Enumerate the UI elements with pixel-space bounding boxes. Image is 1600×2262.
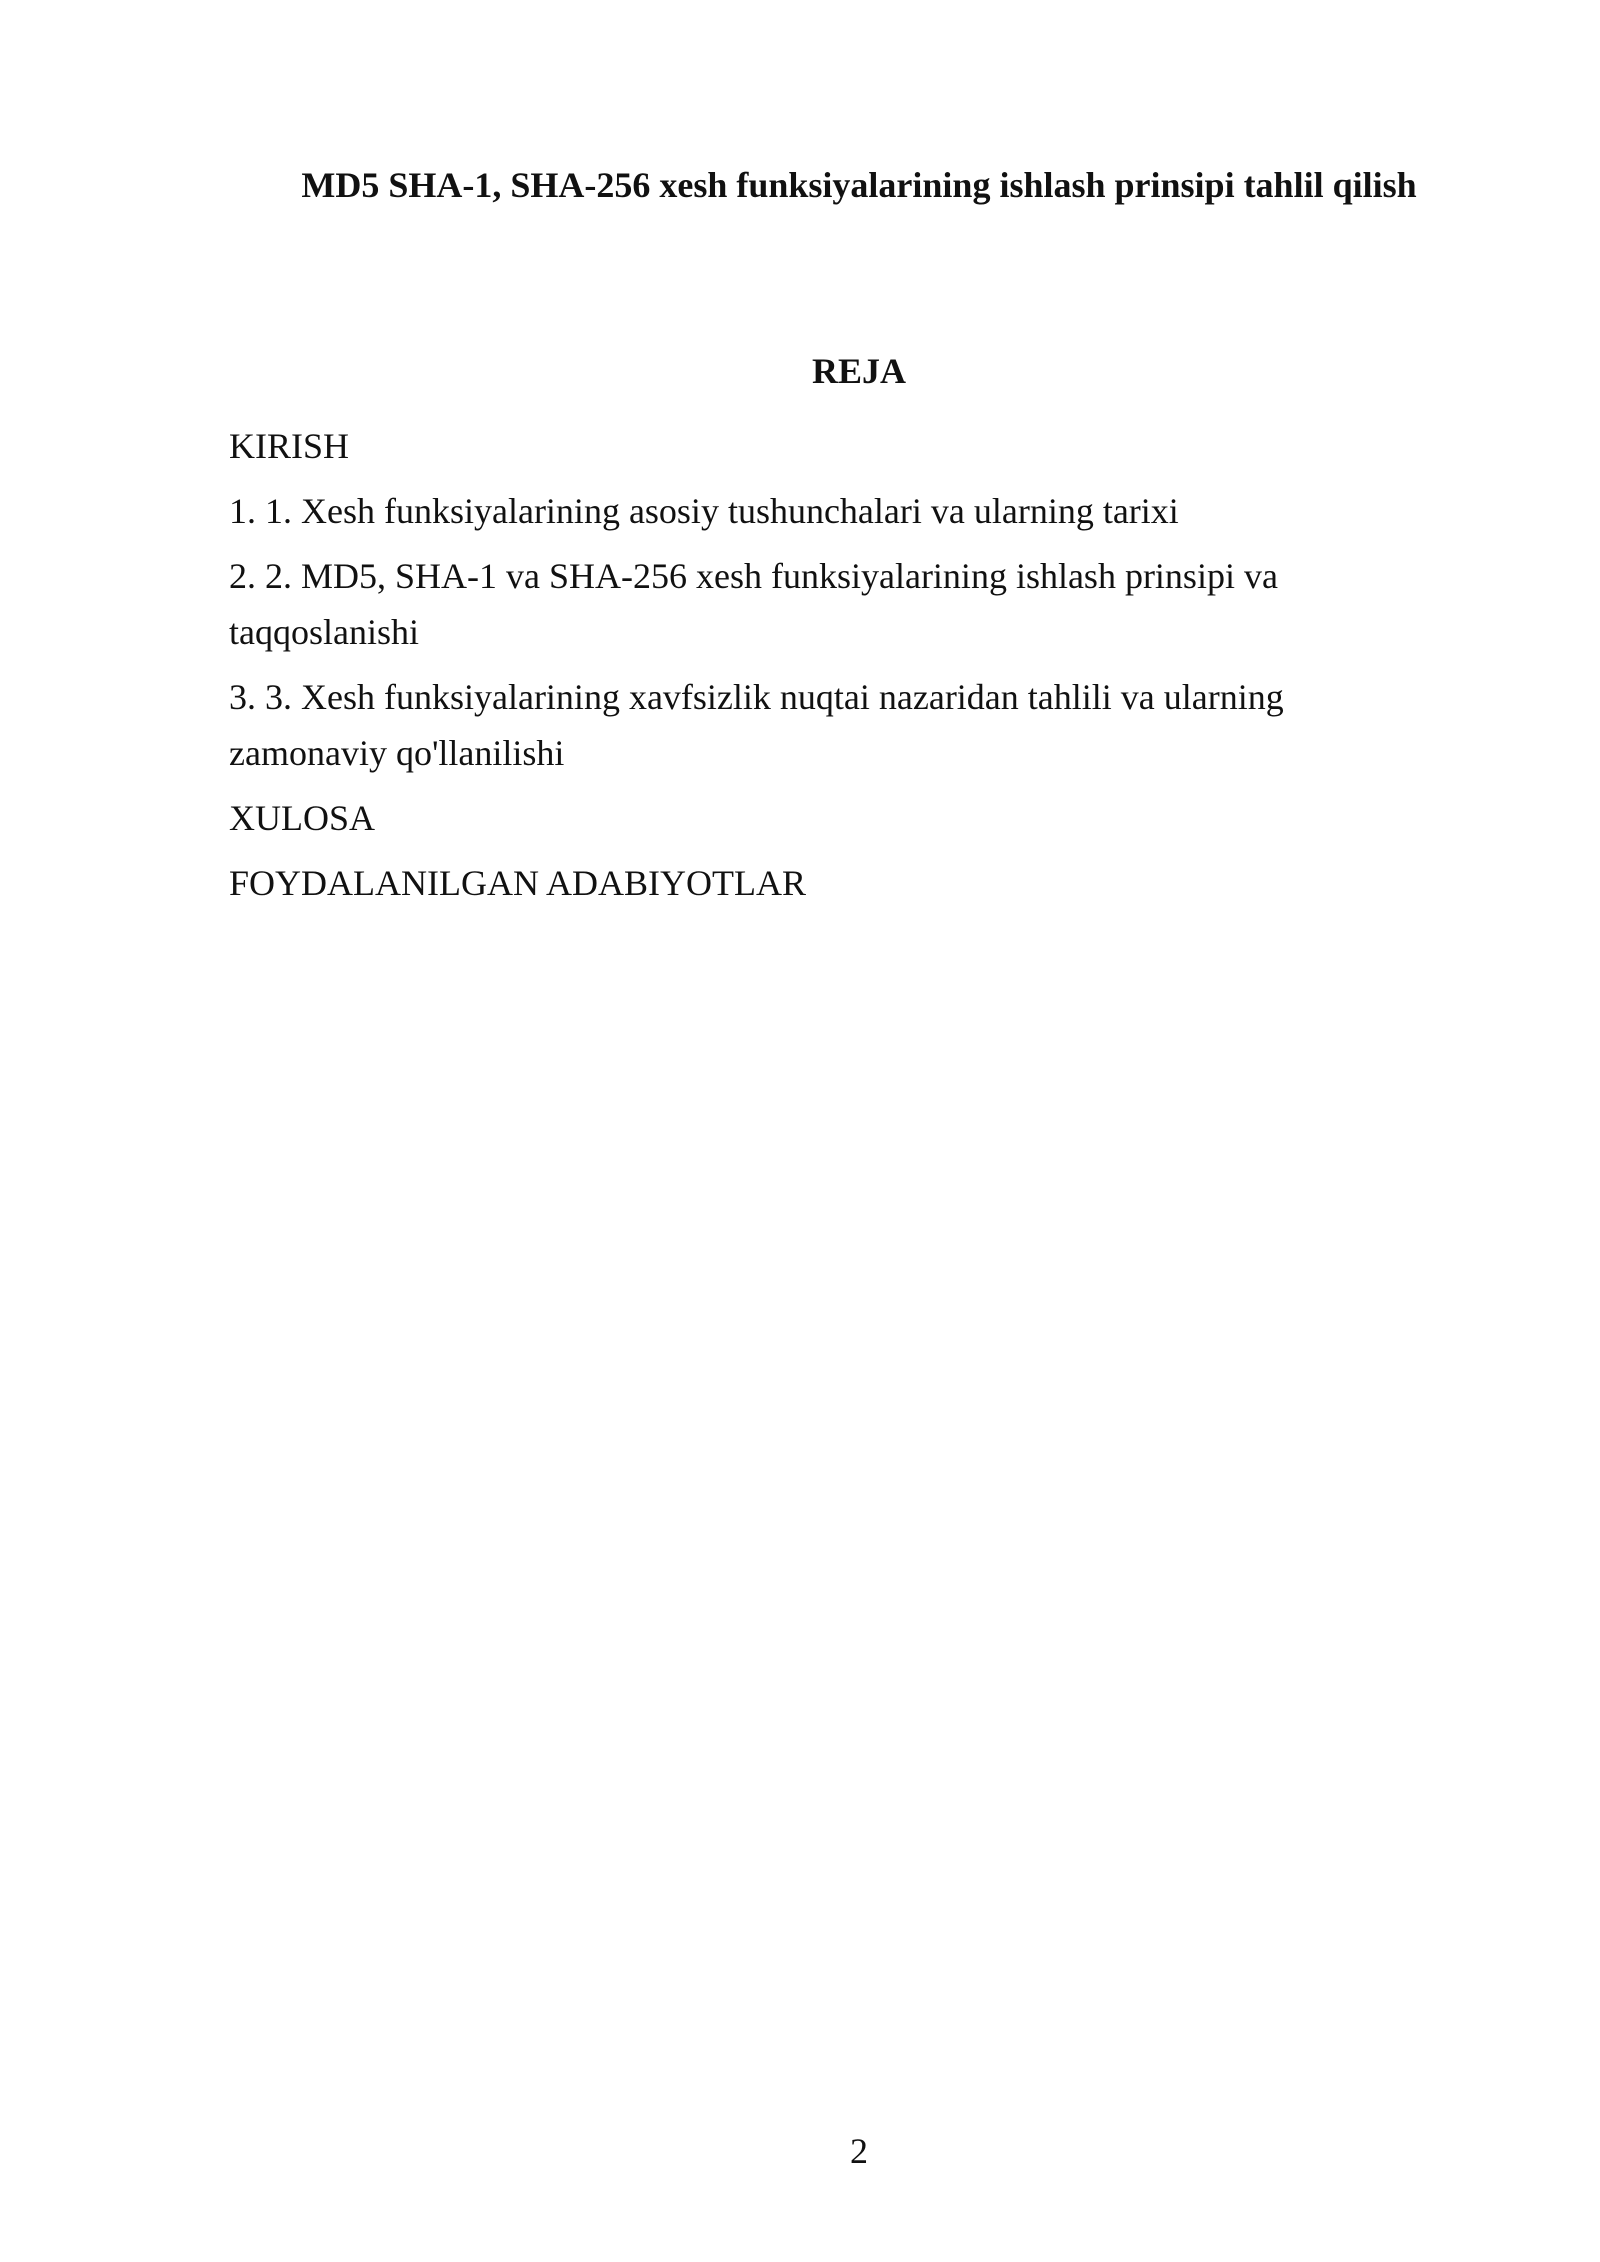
document-title: MD5 SHA-1, SHA-256 xesh funksiyalarining ishlash prinsipi tahlil qilish [301, 165, 1417, 205]
page-number: 2 [850, 2131, 868, 2171]
plan-item-2: 2. 2. MD5, SHA-1 va SHA-256 xesh funksiyalarining ishlash prinsipi va taqqoslanishi [229, 556, 1278, 652]
plan-item-references: FOYDALANILGAN ADABIYOTLAR [229, 863, 806, 903]
plan-heading: REJA [811, 351, 906, 391]
plan-item-3: 3. 3. Xesh funksiyalarining xavfsizlik nuqtai nazaridan tahlili va ularning zamonaviy qo'llanilishi [229, 677, 1284, 773]
plan-item-conclusion: XULOSA [229, 798, 376, 838]
plan-item-introduction: KIRISH [229, 426, 350, 466]
plan-list [229, 418, 1379, 920]
plan-item-1: 1. 1. Xesh funksiyalarining asosiy tushunchalari va ularning tarixi [229, 491, 1179, 531]
